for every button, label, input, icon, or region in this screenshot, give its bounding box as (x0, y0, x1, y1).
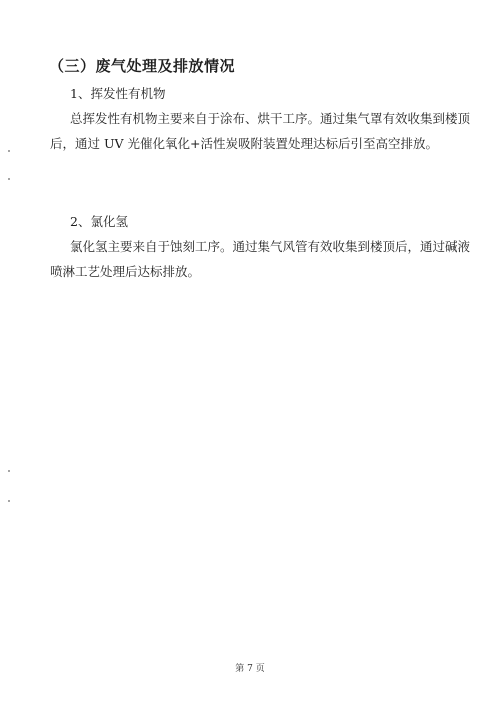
paragraph-line: 后，通过 UV 光催化氧化+活性炭吸附装置处理达标后引至高空排放。 (50, 136, 438, 151)
scan-speck (8, 150, 10, 152)
scan-speck (8, 178, 10, 180)
item-paragraph-voc (50, 106, 471, 156)
scan-speck (8, 470, 10, 472)
page-number: 第 7 页 (235, 664, 265, 674)
item-heading-voc: 1、挥发性有机物 (70, 86, 166, 101)
paragraph-line: 氯化氢主要来自于蚀刻工序。通过集气风管有效收集到楼顶后，通过碱液 (70, 239, 471, 254)
section-title: （三）废气处理及排放情况 (49, 57, 236, 75)
paragraph-line: 总挥发性有机物主要来自于涂布、烘干工序。通过集气罩有效收集到楼顶 (70, 111, 471, 126)
item-heading-hcl: 2、氯化氢 (70, 214, 128, 229)
paragraph-line: 喷淋工艺处理后达标排放。 (50, 264, 201, 279)
item-paragraph-hcl (50, 234, 471, 284)
scan-speck (8, 500, 10, 502)
